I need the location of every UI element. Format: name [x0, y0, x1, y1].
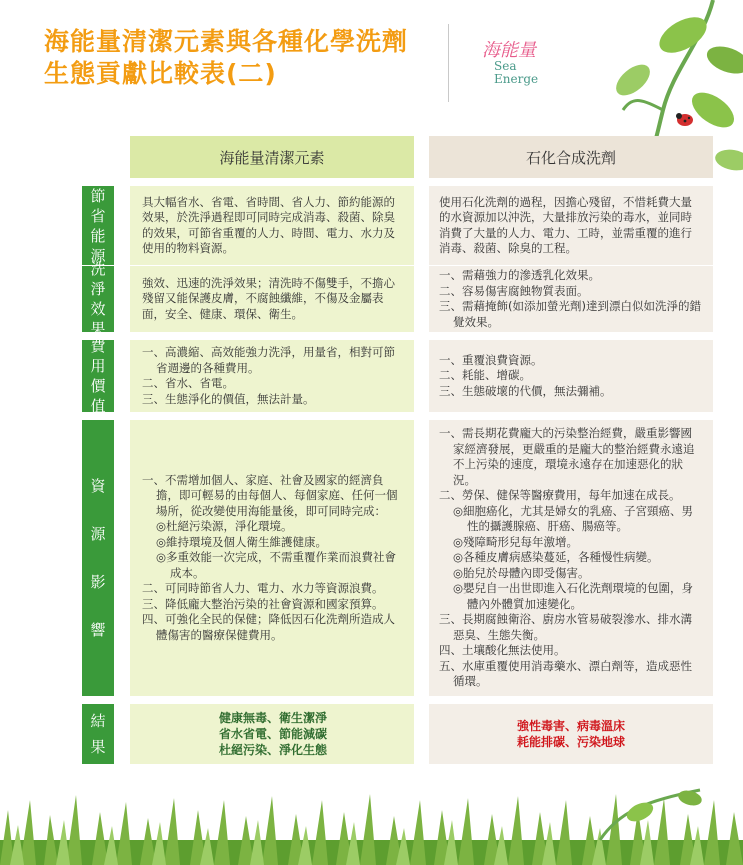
list-item: 一、重覆浪費資源。: [439, 352, 543, 367]
cell-impact-right: [429, 420, 713, 696]
cleaning-left-text: 強效、迅速的洗淨效果；清洗時不傷雙手，不擔心殘留又能保護皮膚，不腐蝕纖維，不傷及金屬表面，安全、健康、環保、衛生。: [142, 275, 395, 321]
row-label-text: 費用價值: [90, 337, 106, 415]
row-label-resource-impact: [82, 420, 114, 696]
title-line-2: 生態貢獻比較表(二): [44, 59, 277, 88]
result-line: 杜絕污染、淨化生態: [218, 743, 327, 757]
row-label-cost-value: [82, 337, 114, 415]
list-item: 二、省水、省電。: [142, 376, 234, 390]
cell-cost-left: [130, 340, 414, 412]
cell-result-right: [429, 704, 713, 764]
list-item: 三、降低龐大整治污染的社會資源和國家預算。: [142, 596, 384, 611]
sub-item: ◎多重效能一次完成，不需重覆作業而浪費社會成本。: [156, 550, 397, 580]
row-label-text: 資源影響: [90, 477, 106, 639]
sub-item: ◎胎兒於母體內即受傷害。: [453, 565, 590, 580]
logo-script: 海能量: [482, 40, 536, 61]
cell-cleaning-right: [429, 266, 713, 332]
row-label-result: [82, 704, 114, 764]
column-header-sea-energe: 海能量清潔元素: [130, 136, 414, 178]
list-item: 二、勞保、健保等醫療費用，每年加速在成長。: [439, 488, 681, 503]
title-divider: [448, 24, 449, 102]
column-header-petrochemical: 石化合成洗劑: [429, 136, 713, 178]
row-label-text: 節省能源: [90, 186, 106, 265]
cell-energy-saving-left: [130, 186, 414, 265]
list-item: 一、需長期花費龐大的污染整治經費，嚴重影響國家經濟發展，更嚴重的是龐大的整治經費永遠追不上污染的速度，環境永遠存在加速惡化的狀況。: [439, 426, 695, 487]
row-label-text: 結果: [90, 712, 106, 756]
energy-saving-right-text: 使用石化洗劑的過程，因擔心殘留，不惜耗費大量的水資源加以沖洗，大量排放污染的毒水，並同時消費了大量的人力、電力、工時，並需重覆的進行消毒、殺菌、除臭的工程。: [439, 194, 692, 255]
result-line: 健康無毒、衛生潔淨: [218, 711, 327, 725]
result-line: 耗能排碳、污染地球: [516, 735, 625, 749]
sub-item: ◎嬰兒自一出世即進入石化洗劑環境的包圍，身體內外體質加速變化。: [453, 581, 694, 611]
row-label-text: 洗淨效果: [90, 260, 106, 338]
list-item: 二、容易傷害腐蝕物質表面。: [439, 283, 589, 298]
cell-result-left: [130, 704, 414, 764]
list-item: 三、長期腐蝕衛浴、廚房水管易破裂滲水、排水溝惡臭、生態失衡。: [439, 612, 692, 642]
logo-brand-line-2: Energe: [494, 72, 539, 86]
list-item: 五、水庫重覆使用消毒藥水、漂白劑等，造成惡性循環。: [439, 658, 692, 689]
grass-decoration: [0, 770, 743, 865]
row-label-cleaning-effect: [82, 260, 114, 338]
list-item: 四、可強化全民的保健；降低因石化洗劑所造成人體傷害的醫療保健費用。: [142, 612, 395, 642]
title-line-1: 海能量清潔元素與各種化學洗劑: [44, 27, 409, 56]
logo-brand-line-1: Sea: [494, 59, 517, 73]
page-title: [44, 26, 444, 90]
sub-item: ◎各種皮膚病感染蔓延，各種慢性病變。: [453, 550, 659, 565]
sub-item: ◎細胞癌化，尤其是婦女的乳癌、子宮頸癌、男性的攝護腺癌、肝癌、腸癌等。: [453, 503, 694, 534]
sub-item: ◎杜絕污染源，淨化環境。: [156, 519, 293, 534]
list-item: 一、高濃縮、高效能強力洗淨，用量省，相對可節省週邊的各種費用。: [142, 345, 395, 375]
cell-impact-left: [130, 420, 414, 696]
cell-energy-saving-right: [429, 186, 713, 265]
cell-cleaning-left: [130, 266, 414, 332]
energy-saving-left-text: 具大幅省水、省電、省時間、省人力、節約能源的效果，於洗淨過程即可同時完成消毒、殺菌、除臭的效果，可節省重覆的人力、時間、電力、水力及使用的物料資源。: [142, 194, 395, 255]
result-line: 省水省電、節能減碳: [218, 727, 327, 741]
list-item: 二、耗能、增碳。: [439, 368, 531, 383]
list-item: 三、生態破壞的代價，無法彌補。: [439, 383, 612, 398]
sub-item: ◎維持環境及個人衛生維護健康。: [156, 534, 328, 549]
sub-item: ◎殘障畸形兒每年激增。: [453, 534, 579, 549]
list-item: 二、可同時節省人力、電力、水力等資源浪費。: [142, 581, 384, 596]
row-label-energy-saving: [82, 186, 114, 265]
cell-cost-right: [429, 340, 713, 412]
list-item: 三、生態淨化的價值，無法計量。: [142, 391, 315, 406]
list-item: 三、需藉掩飾(如添加螢光劑)達到漂白似如洗淨的錯覺效果。: [439, 299, 701, 329]
result-line: 強性毒害、病毒溫床: [516, 719, 625, 733]
ladybug-icon: [676, 113, 693, 126]
list-item: 一、不需增加個人、家庭、社會及國家的經濟負擔，即可輕易的由每個人、每個家庭、任何一個場所，從改變使用海能量後，即可同時完成：: [142, 472, 398, 518]
list-item: 四、土壤酸化無法使用。: [439, 643, 566, 658]
list-item: 一、需藉強力的滲透乳化效果。: [439, 268, 600, 282]
